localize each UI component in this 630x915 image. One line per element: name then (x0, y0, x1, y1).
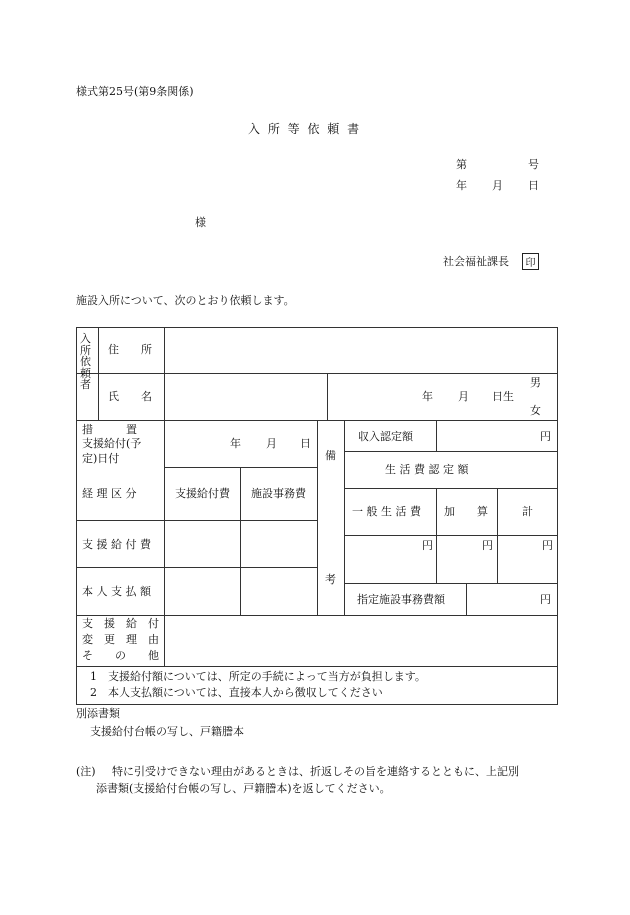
support-cost-col: 支援給付費 (175, 487, 230, 500)
name-label: 氏 名 (108, 390, 152, 403)
footnote-line-1: 特に引受けできない理由があるときは、折返しその旨を連絡するとともに、上記別 (112, 765, 519, 778)
income-yen: 円 (540, 430, 551, 443)
income-label: 収入認定額 (358, 430, 413, 443)
remarks-label-2: 考 (325, 573, 336, 586)
sex-female: 女 (530, 404, 541, 417)
doc-number-suffix: 号 (528, 158, 539, 171)
change-reason-line-1: 支 援 給 付 (82, 617, 159, 630)
measure-day: 日 (300, 437, 311, 450)
facility-cost-col: 施設事務費 (251, 487, 306, 500)
date-day: 日 (528, 179, 539, 192)
general-living-yen: 円 (422, 539, 433, 552)
measure-month: 月 (266, 437, 277, 450)
footnote-line-2: 添書類(支援給付台帳の写し、戸籍謄本)を返してください。 (96, 782, 391, 795)
issuer: 社会福祉課長 (443, 255, 509, 268)
sex-male: 男 (530, 376, 541, 389)
note-2: 2 本人支払額については、直接本人から徴収してください (90, 686, 383, 699)
attachments-heading: 別添書類 (76, 707, 120, 720)
seal-mark: 印 (522, 253, 539, 270)
designated-facility-yen: 円 (540, 593, 551, 606)
intro-text: 施設入所について、次のとおり依頼します。 (76, 294, 295, 307)
addition-yen: 円 (482, 539, 493, 552)
designated-facility-label: 指定施設事務費額 (357, 593, 445, 606)
general-living-label: 一 般 生 活 費 (352, 505, 421, 518)
change-reason-line-3: そ の 他 (82, 649, 159, 662)
birth-month: 月 (458, 390, 469, 403)
total-yen: 円 (542, 539, 553, 552)
change-reason-line-2: 変 更 理 由 (82, 633, 159, 646)
birth-year: 年 (422, 390, 433, 403)
living-cost-label: 生 活 費 認 定 額 (385, 463, 469, 476)
support-start-label-2: 定)日付 (82, 452, 120, 465)
remarks-label-1: 備 (325, 449, 336, 462)
addressee-suffix: 様 (195, 216, 206, 229)
birth-day: 日生 (492, 390, 514, 403)
total-label: 計 (522, 505, 533, 518)
requester-label: 入 所 依 頼 者 (80, 332, 91, 392)
measure-label: 措 置 (82, 423, 137, 436)
doc-number-prefix: 第 (456, 158, 467, 171)
support-start-label-1: 支援給付(予 (82, 437, 142, 450)
date-year: 年 (456, 179, 467, 192)
support-row-label: 支 援 給 付 費 (82, 538, 151, 551)
footnote-label: (注) (76, 765, 96, 778)
addition-label: 加 算 (444, 505, 488, 518)
measure-year: 年 (230, 437, 241, 450)
expense-class-label: 経 理 区 分 (82, 487, 137, 500)
note-1: 1 支援給付額については、所定の手続によって当方が負担します。 (90, 670, 426, 683)
date-month: 月 (492, 179, 503, 192)
self-payment-label: 本 人 支 払 額 (82, 585, 151, 598)
address-label: 住 所 (108, 343, 152, 356)
page-title: 入 所 等 依 頼 書 (248, 122, 362, 136)
attachments-item: 支援給付台帳の写し、戸籍謄本 (90, 725, 244, 738)
form-number: 様式第25号(第9条関係) (76, 85, 194, 98)
